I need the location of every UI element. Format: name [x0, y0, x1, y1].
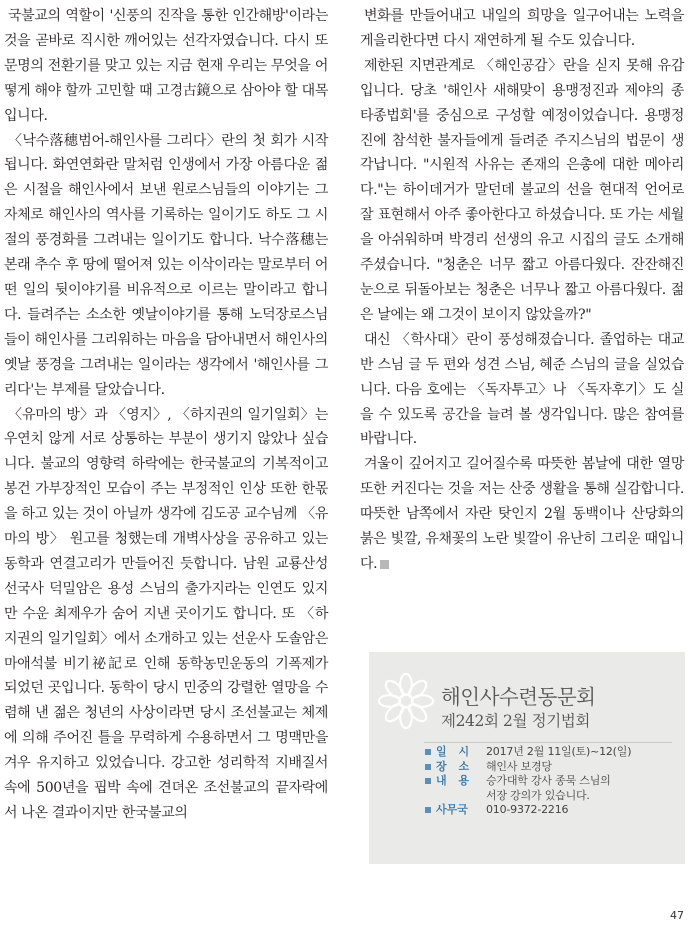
notice-label: 장 소: [436, 759, 474, 773]
notice-row-content: [425, 774, 675, 803]
notice-value: 서장 강의가 있습니다.: [486, 788, 590, 802]
notice-label: 일 시: [436, 745, 474, 758]
square-bullet-icon: [425, 778, 431, 784]
paragraph: 〈낙수落穗범어-해인사를 그리다〉란의 첫 회가 시작됩니다. 화연연화란 말처럼 인생에서 가장 아름다운 젊은 시절을 해인사에서 보낸 원로스님들의 이야기는 그 자체로 해인사의 역사를 기록하는 일이기도 하도 그 시절의 풍경화를 그려내는 일이기도 합니다. 낙수落穗는 본래 추수 후 땅에 떨어져 있는 이삭이라는 말로부터 어떤 일의 뒷이야기를 비유적으로 이르는 말이라고 합니다. 들려주는 소소한 옛날이야기를 통해 노덕장로스님들이 해인사를 그리워하는 마음을 담아내면서 해인사의 옛날 풍경을 그려내는 일이라는 생각에서 '해인사를 그리다'는 부제를 달았습니다.: [4, 132, 328, 398]
right-text-column: [360, 4, 684, 577]
notice-details: [425, 745, 675, 818]
paragraph: 〈유마의 방〉과 〈영지〉, 〈하지권의 일기일회〉는 우연치 않게 서로 상통하는 부분이 생기지 않았나 싶습니다. 불교의 영향력 하락에는 한국불교의 기복적이고 봉건 가부장적인 모습이 주는 부정적인 인상 또한 한몫을 하고 있는 것이 아닐까 생각에 김도공 교수님께 〈유마의 방〉 원고를 청했는데 개벽사상을 공유하고 있는 동학과 연결고리가 만들어진 듯합니다. 남원 교룡산성 선국사 덕밀암은 용성 스님의 출가지라는 인연도 있지만 수운 최제우가 숨어 지낸 곳이기도 합니다. 또 〈하지권의 일기일회〉에서 소개하고 있는 선운사 도솔암은 마애석불 비기祕記로 인해 동학농민운동의 기폭제가 되었던 곳입니다. 동학이 당시 민중의 강렬한 열망을 수렴해 낸 젊은 청년의 사상이라면 당시 조선불교는 체제에 의해 주어진 틀을 무력하게 수용하면서 그 명맥만을 겨우 유지하고 있었습니다. 강고한 성리학적 지배질서 속에 500년을 핍박 속에 견뎌온 조선불교의 끝자락에서 나온 결과이지만 한국불교의: [4, 406, 328, 821]
paragraph: 변화를 만들어내고 내일의 희망을 일구어내는 노력을 게을리한다면 다시 재연하게 될 수도 있습니다.: [360, 8, 684, 49]
divider: [424, 742, 672, 743]
paragraph: 국불교의 역할이 '신풍의 진작을 통한 인간해방'이라는 것을 곧바로 직시한 깨어있는 선각자였습니다. 다시 또 문명의 전환기를 맞고 있는 지금 현재 우리는 무엇을 어떻게 해야 할까 고민할 때 고경古鏡으로 삼아야 할 대목입니다.: [4, 8, 328, 124]
notice-row-office: [425, 803, 675, 818]
square-bullet-icon: [425, 807, 431, 813]
notice-title: 해인사수련동문회: [441, 685, 596, 709]
notice-label: 사무국: [436, 803, 468, 816]
paragraph-text: 겨울이 깊어지고 길어질수록 따뜻한 봄날에 대한 열망 또한 커진다는 것을 저는 산중 생활을 통해 실감합니다. 따뜻한 남쪽에서 자란 탓인지 2월 동백이나 산당화의 붉은 빛깔, 유채꽃의 노란 빛깔이 유난히 그리운 때입니다.: [360, 456, 684, 572]
end-mark-icon: [380, 560, 389, 569]
notice-value: 010-9372-2216: [486, 803, 569, 816]
square-bullet-icon: [425, 749, 431, 755]
notice-box: [369, 652, 685, 864]
notice-row-date: [425, 745, 675, 760]
lotus-icon: [377, 672, 435, 730]
left-text-column: [4, 4, 328, 826]
notice-value: 승가대학 강사 종묵 스님의: [486, 774, 611, 787]
notice-value: 해인사 보경당: [486, 759, 552, 773]
notice-label: 내 용: [436, 774, 474, 787]
paragraph: 대신 〈학사대〉란이 풍성해졌습니다. 졸업하는 대교반 스님 글 두 편와 성견 스님, 혜준 스님의 글을 실었습니다. 다음 호에는 〈독자투고〉나 〈독자후기〉도 실을 수 있도록 공간을 늘려 볼 생각입니다. 많은 참여를 바랍니다.: [360, 331, 684, 448]
page-number: 47: [670, 909, 684, 922]
notice-subtitle: 제242회 2월 정기법회: [441, 712, 590, 730]
paragraph: 제한된 지면관계로 〈해인공감〉란을 싣지 못해 유감입니다. 당초 '해인사 새해맞이 용맹정진과 제야의 종 타종법회'를 중심으로 구성할 예정이었습니다. 용맹정진에 참석한 불자들에게 들려준 주지스님의 법문이 생각납니다. "시원적 사유는 존재의 은총에 대한 메아리다."는 하이데거가 말던데 불교의 선을 현대적 언어로 잘 표현해서 아주 좋아한다고 하셨습니다. 또 가는 세월을 아쉬워하며 박경리 선생의 유고 시집의 글도 소개해 주셨습니다. "청춘은 너무 짧고 아름다웠다. 잔잔해진 눈으로 뒤돌아보는 청춘은 너무나 짧고 아름다웠다. 젊은 날에는 왜 그것이 보이지 않았을까?": [360, 57, 684, 323]
paragraph: [360, 452, 684, 577]
notice-row-place: [425, 760, 675, 775]
notice-value: 2017년 2월 11일(토)~12(일): [486, 745, 632, 758]
square-bullet-icon: [425, 764, 431, 770]
